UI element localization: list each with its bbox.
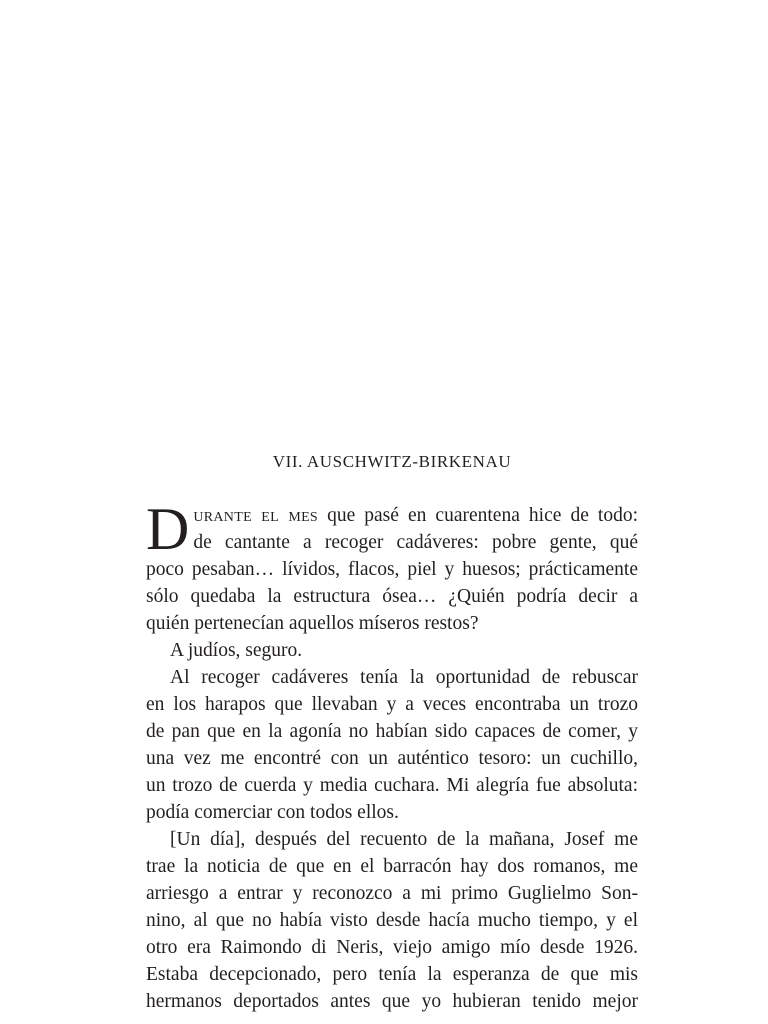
drop-cap: D bbox=[146, 502, 190, 556]
text-line: quién pertenecían aquellos míseros restos? bbox=[146, 613, 479, 634]
text-line: podía comerciar con todos ellos. bbox=[146, 802, 399, 823]
text-line: sólo quedaba la estructura ósea… ¿Quién podría decir a bbox=[146, 586, 638, 607]
text-line: A judíos, seguro. bbox=[170, 640, 303, 661]
text-line: un trozo de cuerda y media cuchara. Mi alegría fue absoluta: bbox=[146, 775, 638, 796]
text-line: [Un día], después del recuento de la mañana, Josef me bbox=[170, 829, 638, 850]
text-line: Estaba decepcionado, pero tenía la esperanza de que mis bbox=[146, 964, 638, 985]
text-line: de cantante a recoger cadáveres: pobre gente, qué bbox=[193, 532, 638, 553]
text-line: nino, al que no había visto desde hacía mucho tiempo, y el bbox=[146, 910, 638, 931]
text-line: arriesgo a entrar y reconozco a mi primo Guglielmo Son- bbox=[146, 883, 638, 904]
chapter-title: VII. AUSCHWITZ-BIRKENAU bbox=[272, 452, 512, 471]
chapter-body bbox=[146, 502, 638, 1015]
line-text: que pasé en cuarentena hice de todo: bbox=[318, 505, 638, 526]
text-line: de pan que en la agonía no habían sido capaces de comer, y bbox=[146, 721, 638, 742]
text-line: en los harapos que llevaban y a veces encontraba un trozo bbox=[146, 694, 638, 715]
text-line: hermanos deportados antes que yo hubieran tenido mejor bbox=[146, 991, 638, 1012]
text-line: trae la noticia de que en el barracón hay dos romanos, me bbox=[146, 856, 638, 877]
text-line bbox=[146, 502, 638, 529]
text-line: otro era Raimondo di Neris, viejo amigo mío desde 1926. bbox=[146, 937, 638, 958]
text-line: poco pesaban… lívidos, flacos, piel y huesos; prácticamente bbox=[146, 559, 638, 580]
small-caps-lead: urante el mes bbox=[193, 505, 319, 526]
text-line: Al recoger cadáveres tenía la oportunidad de rebuscar bbox=[170, 667, 638, 688]
opening-paragraph-start bbox=[146, 502, 638, 556]
text-line: una vez me encontré con un auténtico tesoro: un cuchillo, bbox=[146, 748, 638, 769]
